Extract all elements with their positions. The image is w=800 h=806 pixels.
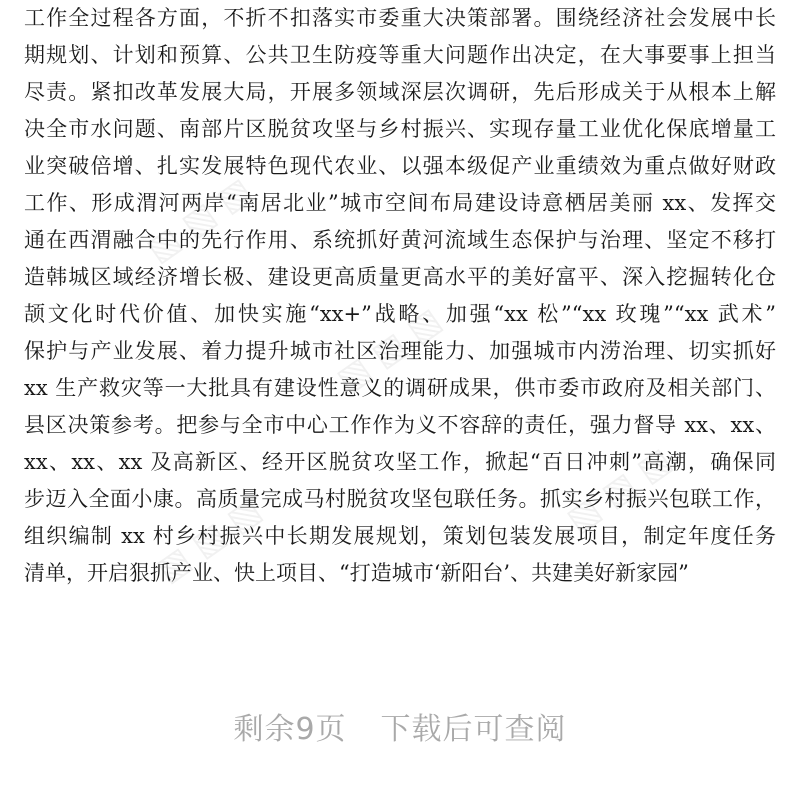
text-line: 决全市水问题、南部片区脱贫攻坚与乡村振兴、实现存量工业优化保底增量工 <box>24 117 776 141</box>
text-line: 尽责。紧扣改革发展大局，开展多领域深层次调研，先后形成关于从根本上解 <box>24 80 776 104</box>
download-prompt[interactable] <box>0 704 800 748</box>
watermark: ▧ ▧ ▧ <box>329 299 449 401</box>
download-hint-label: 下载后可查阅 <box>380 712 567 747</box>
text-line: 组织编制 xx 村乡村振兴中长期发展规划，策划包装发展项目，制定年度任务 <box>24 524 776 548</box>
remaining-pages-label: 剩余9页 <box>233 712 347 747</box>
text-line: 期规划、计划和预算、公共卫生防疫等重大问题作出决定，在大事要事上担当 <box>24 43 776 67</box>
text-line: 步迈入全面小康。高质量完成马村脱贫攻坚包联任务。抓实乡村振兴包联工作， <box>24 487 776 511</box>
text-line: 业突破倍增、扎实发展特色现代农业、以强本级促产业重绩效为重点做好财政 <box>24 154 776 178</box>
text-line: 保护与产业发展、着力提升城市社区治理能力、加强城市内涝治理、切实抓好 <box>24 339 776 363</box>
text-line: 通在西渭融合中的先行作用、系统抓好黄河流域生态保护与治理、坚定不移打 <box>24 228 776 252</box>
text-line: 造韩城区域经济增长极、建设更高质量更高水平的美好富平、深入挖掘转化仓 <box>24 265 776 289</box>
text-line: 工作、形成渭河两岸“南居北业”城市空间布局建设诗意栖居美丽 xx、发挥交 <box>24 191 776 215</box>
text-line: xx 生产救灾等一大批具有建设性意义的调研成果，供市委市政府及相关部门、 <box>24 376 776 400</box>
text-line: xx、xx、xx 及高新区、经开区脱贫攻坚工作，掀起“百日冲刺”高潮，确保同 <box>24 450 776 474</box>
text-line: 县区决策参考。把参与全市中心工作作为义不容辞的责任，强力督导 xx、xx、 <box>24 413 776 437</box>
watermark: ▧ ▧ ▧ <box>139 169 259 271</box>
text-line: 颉文化时代价值、加快实施“xx+”战略、加强“xx 松”“xx 玫瑰”“xx 武术” <box>24 302 776 326</box>
watermark: ▧ ▧ ▧ <box>149 489 269 591</box>
text-line: 工作全过程各方面，不折不扣落实市委重大决策部署。围绕经济社会发展中长 <box>24 6 776 30</box>
document-body <box>24 0 776 592</box>
text-line: 清单，开启狠抓产业、快上项目、“打造城市‘新阳台’、共建美好新家园” <box>24 561 689 585</box>
watermark: ▧ ▧ ▧ <box>559 439 679 541</box>
